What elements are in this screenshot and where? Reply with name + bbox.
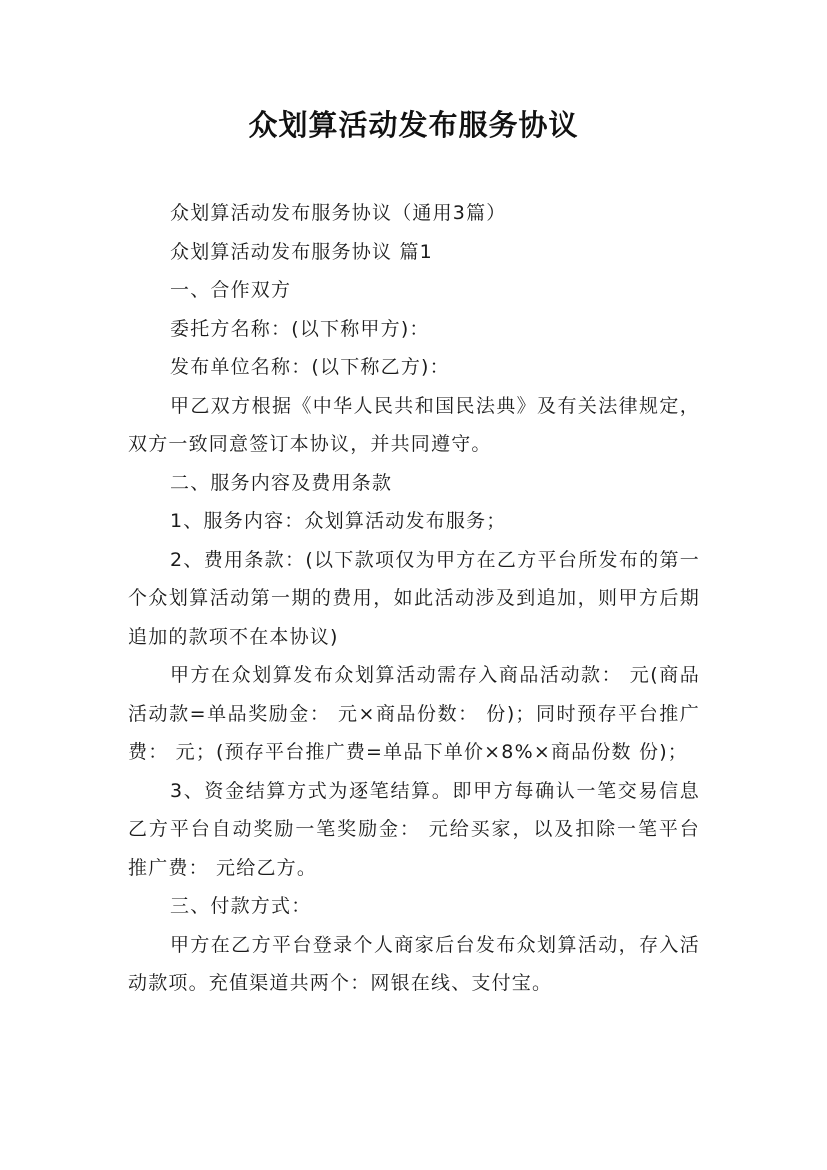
paragraph-heading-payment: 三、付款方式： — [170, 895, 312, 917]
paragraph-heading-services: 二、服务内容及费用条款 — [170, 471, 393, 494]
paragraph-settlement: 3、资金结算方式为逐笔结算。即甲方每确认一笔交易信息乙方平台自动奖励一笔奖励金： 元给买家，以及扣除一笔平台推广费： 元给乙方。 — [128, 779, 700, 879]
paragraph-fee-terms: 2、费用条款：(以下款项仅为甲方在乙方平台所发布的第一个众划算活动第一期的费用，如此活动涉及到追加，则甲方后期追加的款项不在本协议) — [128, 548, 700, 648]
paragraph-section-heading: 众划算活动发布服务协议 篇1 — [170, 240, 433, 263]
paragraph-subtitle: 众划算活动发布服务协议（通用3篇） — [170, 202, 507, 224]
paragraph-deposit: 甲方在众划算发布众划算活动需存入商品活动款： 元(商品活动款=单品奖励金： 元×商品份数： 份)；同时预存平台推广费： 元；(预存平台推广费=单品下单价×8%×商品份数 份)； — [128, 664, 700, 763]
paragraph-heading-parties: 一、合作双方 — [170, 279, 292, 301]
document-body — [128, 194, 700, 1003]
paragraph-party-a: 委托方名称：(以下称甲方)： — [170, 317, 430, 340]
document-title: 众划算活动发布服务协议 — [248, 108, 579, 142]
paragraph-service-content: 1、服务内容：众划算活动发布服务； — [170, 510, 507, 532]
paragraph-payment-method: 甲方在乙方平台登录个人商家后台发布众划算活动，存入活动款项。充值渠道共两个：网银在线、支付宝。 — [128, 933, 700, 994]
paragraph-agreement-basis: 甲乙双方根据《中华人民共和国民法典》及有关法律规定，双方一致同意签订本协议，并共同遵守。 — [128, 394, 700, 455]
paragraph-party-b: 发布单位名称：(以下称乙方)： — [170, 356, 450, 378]
